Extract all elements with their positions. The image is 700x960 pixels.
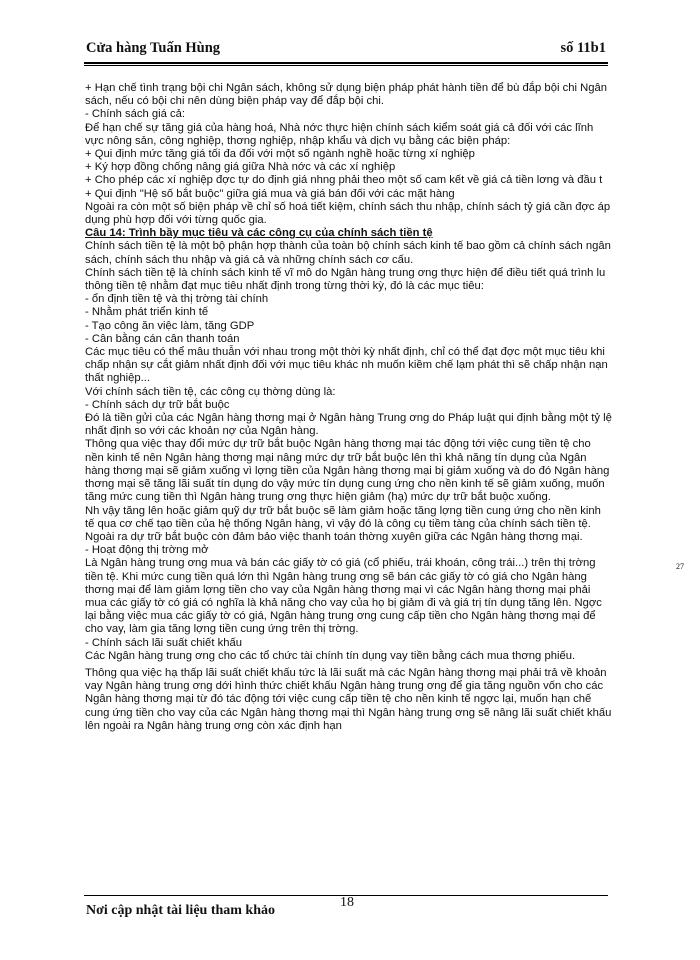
document-body	[85, 82, 612, 733]
paragraph: + Cho phép các xí nghiệp đợc tự do định giá nhng phải theo một số cam kết về giá cả tiền lơng và đầu t	[85, 174, 603, 187]
paragraph: Để hạn chế sự tăng giá của hàng hoá, Nhà nớc thực hiện chính sách kiểm soát giá cả đối với các lĩnh vực nông sản, công nghiệp, thơng nghiệp, nhập khẩu và dịch vụ bằng các biện pháp:	[85, 121, 594, 147]
paragraph: - Chính sách dự trữ bắt buộc	[85, 398, 230, 411]
paragraph: Chính sách tiền tệ là chính sách kinh tế vĩ mô do Ngân hàng trung ơng thực hiện để điều tiết quá trình lu thông tiền tệ nhằm đạt mục tiêu nhất định trong từng thời kỳ, đó là các mục tiêu:	[85, 266, 606, 293]
paragraph: - Tạo công ăn việc làm, tăng GDP	[85, 319, 255, 332]
paragraph: Ngoài ra còn một số biện pháp về chỉ số hoá tiết kiệm, chính sách thu nhập, chính sách tỷ giá cần đợc áp dụng phù hợp đối với từng quốc gia.	[85, 200, 611, 227]
page-header	[86, 40, 606, 62]
paragraph: + Qui định mức tăng giá tối đa đối với một số ngành nghề hoặc từng xí nghiệp	[85, 148, 475, 161]
paragraph: Ngoài ra dự trữ bắt buộc còn đảm bảo việc thanh toán thờng xuyên giữa các Ngân hàng thơng mại.	[85, 530, 583, 543]
margin-number: 27	[676, 562, 684, 571]
header-address: số 11b1	[560, 40, 606, 56]
section-heading: Câu 14: Trình bầy mục tiêu và các công cụ của chính sách tiền tệ	[85, 227, 433, 240]
page-number: 18	[340, 895, 354, 910]
header-rule-thin	[84, 65, 608, 66]
paragraph: Thông qua việc hạ thấp lãi suất chiết khấu tức là lãi suất mà các Ngân hàng thơng mại phải trả về khoản vay Ngân hàng trung ơng dới hình thức chiết khấu Ngân hàng trung ơng để gia tăng nguồn vốn cho các Ngân hàng thơng mại từ đó tác động tới việc cung cấp tiền tệ cho nền kinh tế ngợc lại, muốn hạn chế cung ứng tiền cho vay của các Ngân hàng thơng mại thì Ngân hàng trung ơng sẽ nâng lãi suất chiết khấu lên ngoài ra Ngân hàng trung ơng còn xác định hạn	[85, 666, 612, 732]
paragraph: Chính sách tiền tệ là một bộ phận hợp thành của toàn bộ chính sách kinh tế bao gồm cả chính sách ngân sách, chính sách thu nhập và giá cả và những chính sách cơ cấu.	[85, 240, 611, 266]
paragraph: + Qui định "Hệ số bắt buộc" giữa giá mua và giá bán đối với các mặt hàng	[85, 187, 455, 200]
paragraph: Là Ngân hàng trung ơng mua và bán các giấy tờ có giá (cổ phiếu, trái khoán, công trái...) trên thị trờng tiền tệ. Khi mức cung tiền quá lớn thì Ngân hàng trung ơng sẽ bán các giấy tờ có giá cho Ngân hàng thơng mại để làm giảm lợng tiền cho vay của Ngân hàng thơng mại vì các Ngân hàng thơng mại phải mua các giấy tờ có giá có nghĩa là khả năng cho vay của họ bị giảm đi và giá trị tín dụng tăng lên. Ngợc lại bằng việc mua các giấy tờ có giá, Ngân hàng trung ơng cung cấp tiền cho Ngân hàng thơng mại để cho vay, làm gia tăng lợng tiền cung ứng trên thị trờng.	[85, 557, 602, 636]
paragraph: - Nhằm phát triển kinh tế	[85, 306, 209, 319]
paragraph: + Ký hợp đồng chống nâng giá giữa Nhà nớc và các xí nghiệp	[85, 161, 396, 174]
paragraph: Thông qua việc thay đổi mức dự trữ bắt buộc Ngân hàng thơng mại tác động tới việc cung tiền tệ cho nền kinh tế nên Ngân hàng thơng mại nâng mức dự trữ bắt buộc lên thì khả năng tín dụng của Ngân hàng thơng mại sẽ giảm xuống vì lợng tiền của Ngân hàng thơng mại bị giảm xuống và do đó Ngân hàng thơng mại sẽ tăng lãi suất tín dụng do vậy mức tín dụng cung ứng cho nền kinh tế sẽ giảm xuống, muốn tăng mức cung tiền thì Ngân hàng trung ơng thực hiện giảm (hạ) mức dự trữ bắt buộc xuống.	[85, 438, 610, 504]
footer-text: Nơi cập nhật tài liệu tham khảo	[86, 903, 275, 918]
paragraph: Với chính sách tiền tệ, các công cụ thờng dùng là:	[85, 385, 336, 398]
paragraph: - Cân bằng cán cân thanh toán	[85, 332, 240, 345]
header-store-name: Cửa hàng Tuấn Hùng	[86, 40, 221, 56]
paragraph: - Chính sách giá cả:	[85, 108, 186, 121]
paragraph: - ổn định tiền tệ và thị trờng tài chính	[85, 293, 269, 306]
paragraph: - Chính sách lãi suất chiết khấu	[85, 636, 242, 649]
paragraph: Đó là tiền gửi của các Ngân hàng thơng mại ở Ngân hàng Trung ơng do Pháp luật qui định bằng một tỷ lệ nhất định so với các khoản nợ của Ngân hàng.	[85, 412, 612, 438]
paragraph: Nh vậy tăng lên hoặc giảm quỹ dự trữ bắt buộc sẽ làm giảm hoặc tăng lợng tiền cung ứng cho nền kinh tế qua cơ chế tạo tiền của hệ thống Ngân hàng, vì vậy đó là công cụ tiềm tàng của chính sách tiền tệ.	[85, 504, 601, 530]
paragraph: Các Ngân hàng trung ơng cho các tổ chức tài chính tín dụng vay tiền bằng cách mua thơng phiếu.	[85, 649, 576, 662]
paragraph: - Hoạt động thị trờng mở	[85, 544, 209, 557]
header-rule-thick	[84, 62, 608, 64]
paragraph: Các mục tiêu có thể mâu thuẫn với nhau trong một thời kỳ nhất định, chỉ có thể đạt đợc một mục tiêu khi chấp nhận sự cắt giảm nhất định đối với mục tiêu khác nh muốn kiềm chế lạm phát thì sẽ chấp nhận nạn thất nghiệp...	[85, 346, 608, 385]
paragraph: + Hạn chế tình trạng bội chi Ngân sách, không sử dụng biện pháp phát hành tiền để bù đắp bội chi Ngân sách, nếu có bội chi nên dùng biện pháp vay để đắp bội chi.	[85, 82, 607, 108]
